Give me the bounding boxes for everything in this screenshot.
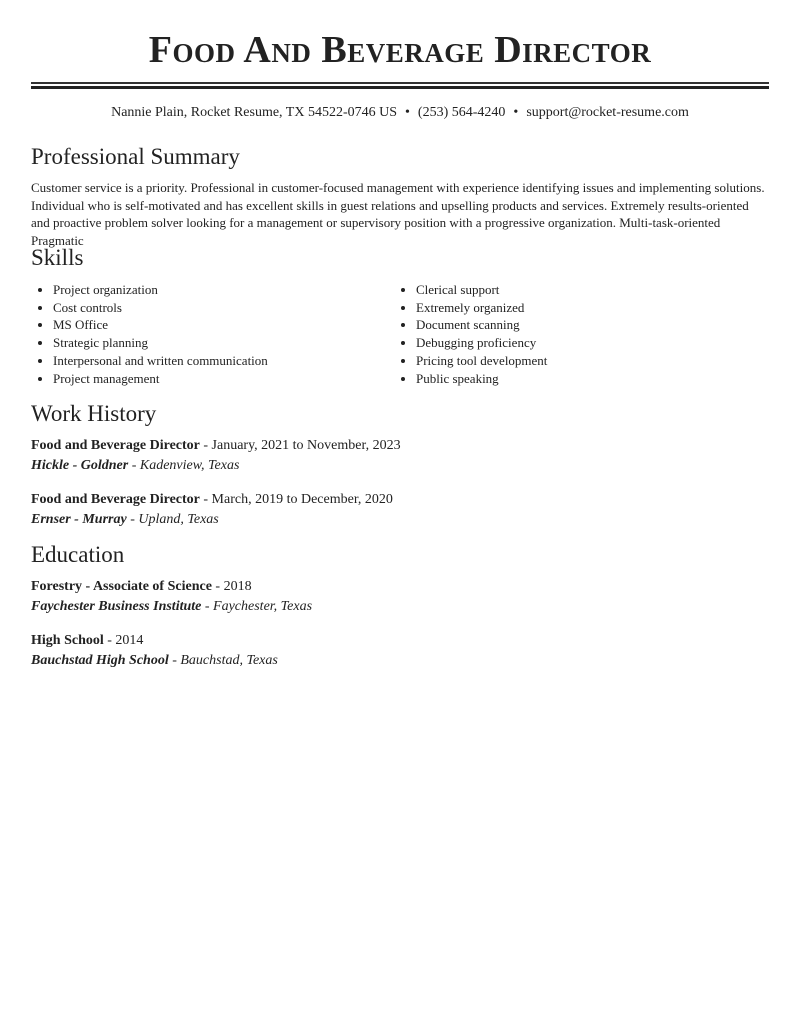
section-heading-skills: Skills [31, 245, 84, 270]
job-dates: - January, 2021 to November, 2023 [199, 438, 401, 453]
skills-column-left [31, 281, 394, 387]
skill-item: • MS Office [53, 316, 394, 334]
skill-item: • Clerical support [416, 281, 757, 299]
skills-column-right [394, 281, 757, 387]
skill-item: • Interpersonal and written communication [53, 352, 394, 370]
school-name: Faychester Business Institute [31, 599, 202, 614]
separator: • [513, 105, 519, 120]
section-heading-summary: Professional Summary [31, 144, 240, 169]
skill-item: • Extremely organized [416, 299, 757, 317]
skill-item: • Project management [53, 370, 394, 388]
degree: Forestry - Associate of Science [31, 579, 212, 594]
school-name: Bauchstad High School [31, 653, 169, 668]
skill-item: • Cost controls [53, 299, 394, 317]
separator: • [405, 105, 410, 120]
skill-item: • Debugging proficiency [416, 334, 757, 352]
contact-email: support@rocket-resume.com [526, 105, 689, 120]
skill-item: • Document scanning [416, 316, 757, 334]
job-title: Food and Beverage Director [31, 492, 200, 507]
graduation-year: - 2014 [103, 633, 144, 648]
skill-item: • Pricing tool development [416, 352, 757, 370]
contact-phone: (253) 564-4240 [417, 105, 506, 120]
work-entry [31, 436, 401, 476]
education-entry [31, 631, 278, 671]
company-name: Hickle - Goldner [31, 458, 129, 473]
divider-thin [31, 82, 769, 84]
graduation-year: - 2018 [211, 579, 252, 594]
skill-item: • Project organization [53, 281, 394, 299]
job-title: Food and Beverage Director [31, 438, 200, 453]
contact-address: Nannie Plain, Rocket Resume, TX 54522-0746 US [111, 105, 398, 120]
skill-item: • Strategic planning [53, 334, 394, 352]
job-dates: - March, 2019 to December, 2020 [199, 492, 393, 507]
summary-text: Customer service is a priority. Professional in customer-focused management with experience identifying issues and implementing solutions. Individual who is self-motivated and has excellent skills in guest relations and upselling products and services. Extremely results-oriented and proactive problem solver looking for a management or supervisory position with a progressive organization. Multi-task-oriented Pragmatic [31, 180, 765, 248]
resume-title: Food And Beverage Director [148, 29, 652, 71]
section-heading-education: Education [31, 542, 125, 567]
skills-list [31, 281, 769, 387]
job-location: - Kadenview, Texas [128, 458, 240, 473]
education-entry [31, 577, 312, 617]
section-heading-work-history: Work History [31, 401, 157, 426]
school-location: - Faychester, Texas [201, 599, 313, 614]
job-location: - Upland, Texas [126, 512, 219, 527]
contact-line [31, 104, 769, 122]
work-entry [31, 490, 393, 530]
divider-thick [31, 86, 769, 89]
skill-item: • Public speaking [416, 370, 757, 388]
degree: High School [31, 633, 104, 648]
company-name: Ernser - Murray [31, 512, 127, 527]
school-location: - Bauchstad, Texas [168, 653, 278, 668]
